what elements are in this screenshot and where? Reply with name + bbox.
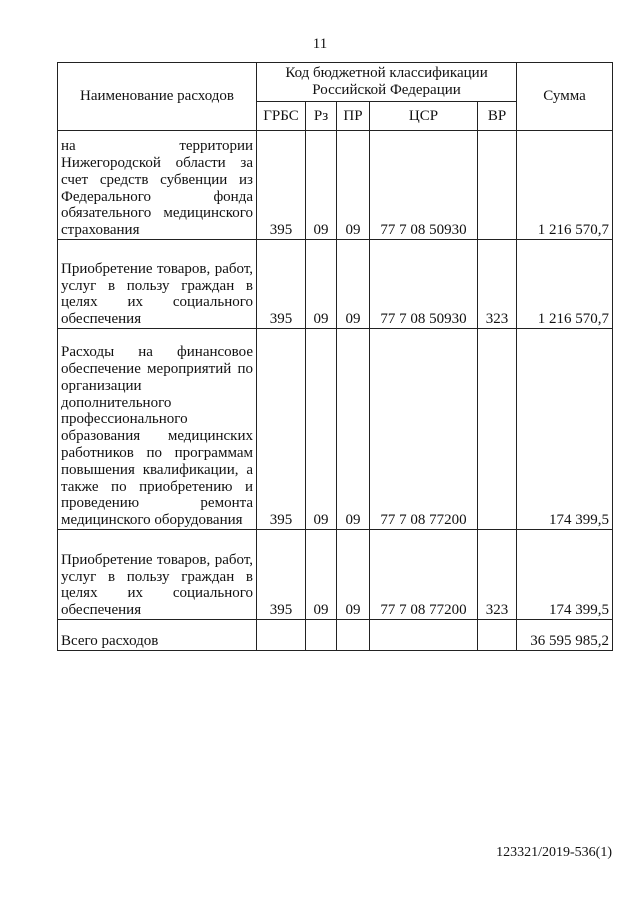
header-grbs: ГРБС: [257, 102, 306, 131]
grbs-code: 395: [257, 240, 306, 329]
total-label: Всего расходов: [58, 620, 257, 651]
empty-cell: [257, 620, 306, 651]
expense-name: Приобретение товаров, работ, услуг в пользу граждан в целях их социального обеспечения: [58, 530, 257, 620]
empty-cell: [478, 620, 517, 651]
pr-code: 09: [337, 131, 370, 240]
expense-sum: 174 399,5: [517, 530, 613, 620]
table-row: [58, 530, 613, 620]
header-expense-name: Наименование расходов: [58, 63, 257, 131]
table-row: [58, 240, 613, 329]
csr-code: 77 7 08 77200: [370, 329, 478, 530]
vr-code: 323: [478, 530, 517, 620]
expense-name: Расходы на финансовое обеспечение мероприятий по организации дополнительного профессионального образования медицинских работников по программам повышения квалификации, а также по приобретению и проведению ремонта медицинского оборудования: [58, 329, 257, 530]
expense-sum: 1 216 570,7: [517, 240, 613, 329]
header-pr: ПР: [337, 102, 370, 131]
header-row: [58, 63, 613, 102]
header-csr: ЦСР: [370, 102, 478, 131]
header-rz: Рз: [306, 102, 337, 131]
csr-code: 77 7 08 50930: [370, 240, 478, 329]
csr-code: 77 7 08 77200: [370, 530, 478, 620]
expense-name: Приобретение товаров, работ, услуг в пользу граждан в целях их социального обеспечения: [58, 240, 257, 329]
rz-code: 09: [306, 240, 337, 329]
header-sum: Сумма: [517, 63, 613, 131]
rz-code: 09: [306, 131, 337, 240]
page-number: 11: [312, 36, 328, 52]
table-row: [58, 329, 613, 530]
vr-code: [478, 329, 517, 530]
vr-code: 323: [478, 240, 517, 329]
vr-code: [478, 131, 517, 240]
expense-sum: 174 399,5: [517, 329, 613, 530]
empty-cell: [306, 620, 337, 651]
rz-code: 09: [306, 329, 337, 530]
pr-code: 09: [337, 240, 370, 329]
grbs-code: 395: [257, 329, 306, 530]
rz-code: 09: [306, 530, 337, 620]
expense-sum: 1 216 570,7: [517, 131, 613, 240]
header-vr: ВР: [478, 102, 517, 131]
grbs-code: 395: [257, 131, 306, 240]
document-id: 123321/2019-536(1): [496, 845, 612, 860]
grbs-code: 395: [257, 530, 306, 620]
pr-code: 09: [337, 329, 370, 530]
budget-table: [57, 62, 613, 651]
total-sum: 36 595 985,2: [517, 620, 613, 651]
csr-code: 77 7 08 50930: [370, 131, 478, 240]
total-row: [58, 620, 613, 651]
pr-code: 09: [337, 530, 370, 620]
table-row: [58, 131, 613, 240]
empty-cell: [370, 620, 478, 651]
expense-name: на территории Нижегородской области за счет средств субвенции из Федерального фонда обязательного медицинского страхования: [58, 131, 257, 240]
empty-cell: [337, 620, 370, 651]
header-classification-code: Код бюджетной классификации Российской Федерации: [257, 63, 517, 102]
